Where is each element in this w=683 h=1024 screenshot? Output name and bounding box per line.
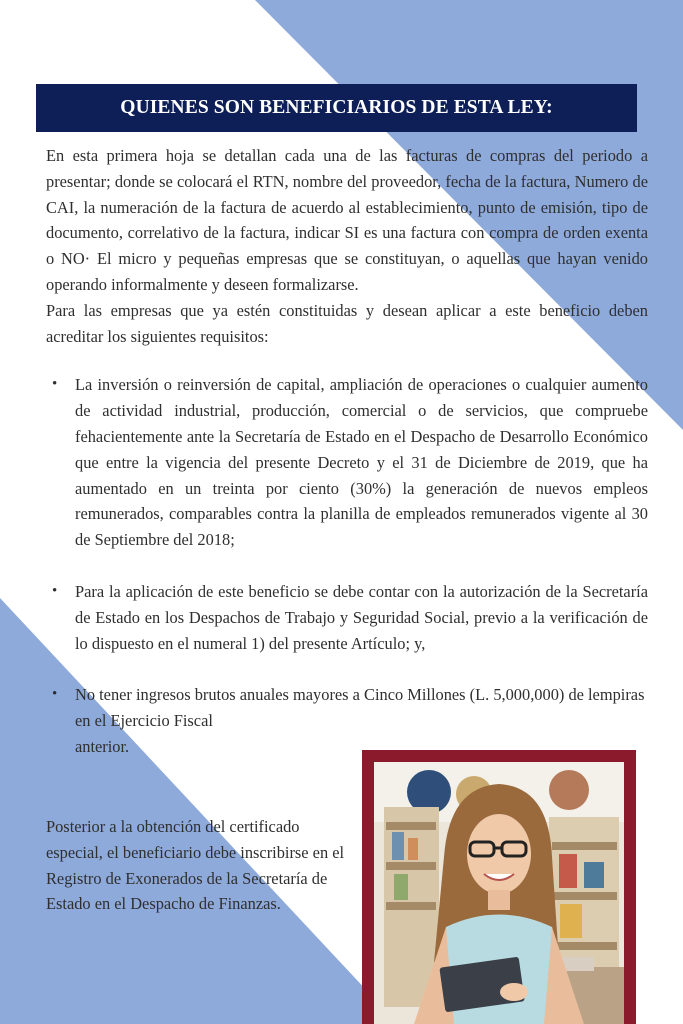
requirement-text: Para la aplicación de este beneficio se debe contar con la autorización de la Secretaría de Estado en los Despachos de Trabajo y Seguridad Social, previo a la verificación de lo dispuesto en el numeral 1) del presente Artículo; y, — [75, 581, 648, 653]
intro-paragraph: En esta primera hoja se detallan cada una de las facturas de compras del periodo a presentar; donde se colocará el RTN, nombre del proveedor, fecha de la factura, Numero de CAI, la numeración de la factura de acuerdo al establecimiento, punto de emisión, tipo de documento, correlativo de la factura, indicar SI es una factura con compra de orden exenta o NO· El micro y pequeñas empresas que se constituyan, o aquellas que hayan venido operando informalmente y deseen formalizarse. — [46, 146, 648, 294]
photo-illustration — [374, 762, 624, 1024]
list-item — [46, 372, 648, 553]
list-item — [46, 579, 648, 656]
requirements-list — [46, 372, 648, 759]
closing-paragraph: Posterior a la obtención del certificado especial, el beneficiario debe inscribirse en el Registro de Exonerados de la Secretaría de Estado en el Despacho de Finanzas. — [46, 817, 345, 914]
requirements-intro: Para las empresas que ya estén constituidas y desean aplicar a este beneficio deben acreditar los siguientes requisitos: — [46, 300, 648, 346]
requirement-text: No tener ingresos brutos anuales mayores a Cinco Millones (L. 5,000,000) de lempiras en el Ejercicio Fiscal — [75, 685, 645, 731]
bullet-icon: • — [52, 582, 58, 599]
list-item — [46, 682, 648, 759]
bullet-icon: • — [52, 686, 58, 703]
woman-with-tablet-photo — [374, 762, 624, 1024]
bullet-icon: • — [52, 376, 58, 393]
requirement-text-continuation: anterior. — [75, 736, 130, 756]
requirement-text: La inversión o reinversión de capital, ampliación de operaciones o cualquier aumento de actividad industrial, producción, comercial o de servicios, que compruebe fehacientemente ante la Secretaría de Estado en el Despacho de Desarrollo Económico que entre la vigencia del presente Decreto y el 31 de Diciembre de 2019, que ha aumentado en un treinta por ciento (30%) la generación de nuevos empleos remunerados, comparables contra la planilla de empleados remunerados vigente al 30 de Septiembre del 2018; — [75, 375, 648, 550]
title-banner — [36, 84, 637, 132]
page-title: QUIENES SON BENEFICIARIOS DE ESTA LEY: — [120, 97, 553, 118]
main-content — [46, 143, 648, 760]
photo-frame — [362, 750, 636, 1024]
